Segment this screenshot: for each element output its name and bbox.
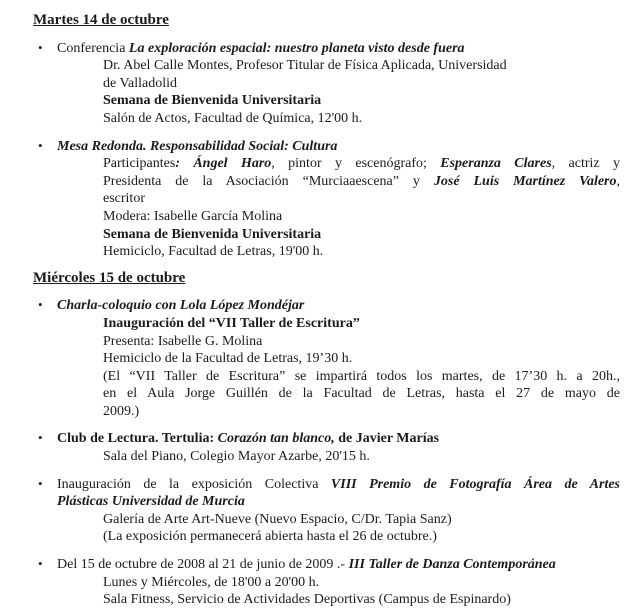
event-line: 2009.): [103, 403, 140, 419]
event-item: [33, 476, 620, 546]
text-segment: Presidenta de la Asociación “Murciaaescena” y: [103, 173, 434, 189]
event-title-segment: VIII Premio de Fotografía Área de Artes: [330, 476, 620, 492]
event-line: Inauguración del “VII Taller de Escritura”: [103, 315, 360, 331]
schedule-document: [33, 12, 620, 609]
event-item: [33, 556, 620, 609]
book-title-segment: Corazón tan blanco,: [217, 431, 335, 447]
event-line: escritor: [103, 191, 145, 207]
date-heading: Miércoles 15 de octubre: [33, 269, 186, 286]
event-line: [57, 40, 620, 58]
event-line: Galería de Arte Art-Nueve (Nuevo Espacio, C/Dr. Tapia Sanz): [103, 511, 452, 527]
text-segment: Inauguración de la exposición Colectiva: [57, 476, 331, 492]
event-line: Presenta: Isabelle G. Molina: [103, 333, 263, 349]
text-segment: ,: [616, 173, 620, 189]
bullet-icon: •: [38, 297, 43, 313]
event-line: Mesa Redonda. Responsabilidad Social: Cultura: [57, 138, 338, 154]
section-miercoles-15: [33, 270, 620, 609]
event-title-segment: III Taller de Danza Contemporánea: [348, 557, 556, 573]
event-line: de Valladolid: [103, 75, 178, 91]
date-heading: Martes 14 de octubre: [33, 12, 169, 28]
event-line: Sala del Piano, Colegio Mayor Azarbe, 20'15 h.: [103, 449, 370, 465]
text-segment: de Javier Marías: [334, 431, 440, 447]
text-segment: Del 15 de octubre de 2008 al 21 de junio de 2009 .-: [57, 557, 349, 573]
text-segment: Club de Lectura. Tertulia:: [57, 431, 218, 447]
event-item: [33, 430, 620, 465]
event-line: Semana de Bienvenida Universitaria: [103, 226, 322, 242]
event-title-segment: La exploración espacial: nuestro planeta visto desde fuera: [128, 40, 465, 56]
event-line: (La exposición permanecerá abierta hasta el 26 de octubre.): [103, 529, 437, 545]
event-item: [33, 138, 620, 261]
text-segment: , pintor y escenógrafo;: [271, 156, 441, 172]
event-line: (El “VII Taller de Escritura” se impartirá todos los martes, de 17’30 h. a 20h.,: [103, 368, 620, 384]
event-line: Hemiciclo de la Facultad de Letras, 19’30 h.: [103, 351, 353, 367]
event-line: en el Aula Jorge Guillén de la Facultad de Letras, hasta el 27 de mayo de: [103, 386, 620, 402]
text-segment: Conferencia: [57, 40, 129, 56]
event-line: [57, 476, 620, 494]
text-segment: Participantes: [103, 156, 176, 172]
bullet-icon: •: [38, 556, 43, 572]
event-line: [103, 155, 620, 173]
bullet-icon: •: [38, 430, 43, 446]
event-line: [57, 556, 620, 574]
event-line: [103, 173, 620, 191]
event-line: Salón de Actos, Facultad de Química, 12'00 h.: [103, 110, 363, 126]
event-line: Semana de Bienvenida Universitaria: [103, 93, 322, 109]
bullet-icon: •: [38, 39, 43, 55]
bullet-icon: •: [38, 475, 43, 491]
participant-name-segment: Esperanza Clares: [440, 156, 552, 172]
event-item: [33, 40, 620, 128]
event-line: Charla-coloquio con Lola López Mondéjar: [57, 298, 305, 314]
section-martes-14: [33, 12, 620, 261]
text-segment: , actriz y: [551, 156, 620, 172]
event-line: Hemiciclo, Facultad de Letras, 19'00 h.: [103, 244, 324, 260]
event-line: [57, 430, 620, 448]
event-line: Dr. Abel Calle Montes, Profesor Titular de Física Aplicada, Universidad: [103, 58, 507, 74]
event-item: [33, 297, 620, 420]
bullet-icon: •: [38, 137, 43, 153]
event-line: Modera: Isabelle García Molina: [103, 208, 283, 224]
event-line: Sala Fitness, Servicio de Actividades Deportivas (Campus de Espinardo): [103, 592, 511, 608]
event-line: Plásticas Universidad de Murcia: [57, 494, 245, 510]
participant-name-segment: José Luis Martínez Valero: [433, 173, 617, 189]
participant-name-segment: : Ángel Haro: [175, 156, 272, 172]
event-line: Lunes y Miércoles, de 18'00 a 20'00 h.: [103, 574, 320, 590]
